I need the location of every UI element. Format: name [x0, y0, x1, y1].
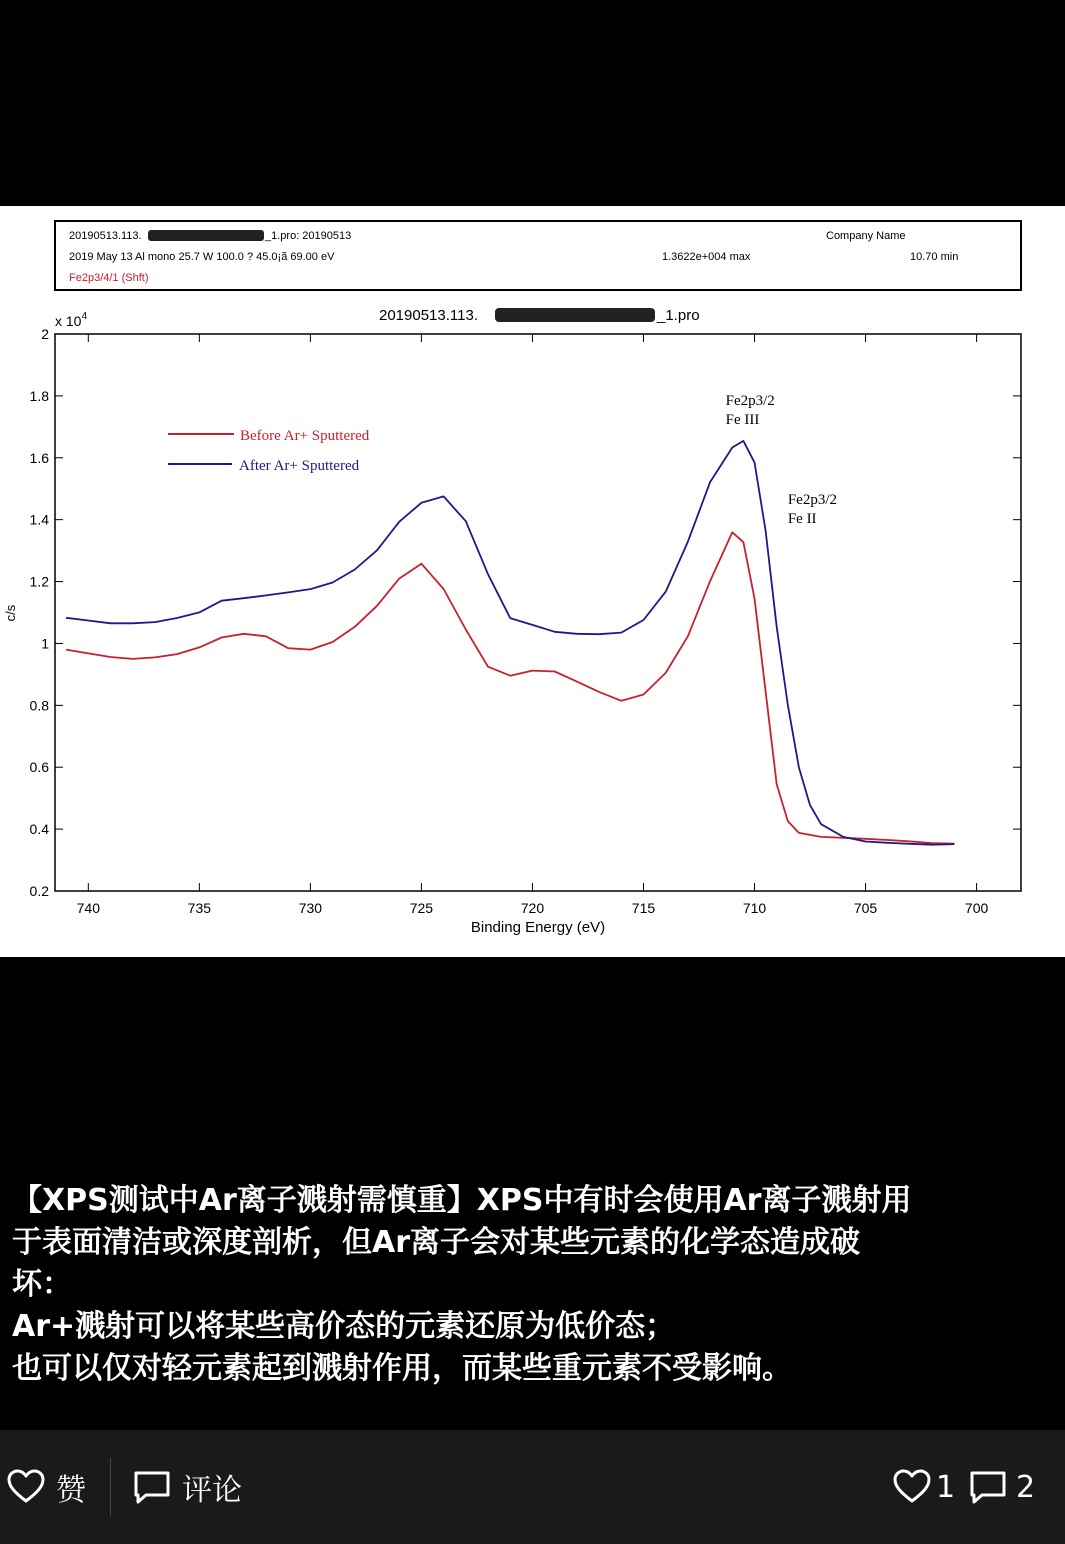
annotation-0-line2: Fe III: [725, 412, 760, 429]
y-tick-label-8: 1.8: [29, 387, 49, 404]
like-count: 1: [936, 1469, 956, 1505]
x-tick-label-4: 720: [520, 900, 545, 916]
y-tick-label-1: 0.4: [29, 821, 49, 838]
y-tick-label-9: 2: [41, 326, 49, 342]
y-tick-label-6: 1.4: [29, 511, 49, 528]
title-redaction: [495, 308, 655, 322]
acquisition-time: 10.70 min: [910, 251, 959, 263]
x-tick-label-3: 725: [409, 900, 434, 916]
x-tick-label-0: 740: [76, 900, 100, 916]
xps-figure: [0, 206, 1065, 957]
x-tick-label-7: 705: [853, 900, 878, 916]
comment-count: 2: [1016, 1469, 1036, 1505]
comment-button[interactable]: [132, 1464, 242, 1510]
y-tick-label-5: 1.2: [29, 573, 49, 590]
caption-line-3: 坏：: [12, 1267, 72, 1302]
series-line-before: [66, 532, 954, 843]
annotation-1-line2: Fe II: [787, 511, 817, 528]
action-bar: [0, 1430, 1065, 1544]
legend-label-before: Before Ar+ Sputtered: [240, 428, 370, 444]
x-tick-label-2: 730: [298, 900, 323, 916]
like-label: 赞: [56, 1473, 86, 1508]
chart-title-suffix: _1.pro: [657, 307, 700, 324]
x-tick-label-8: 700: [964, 900, 989, 916]
header-line2: 2019 May 13 Al mono 25.7 W 100.0 ? 45.0¡ã 69.00 eV: [69, 251, 335, 263]
action-divider: [110, 1458, 111, 1516]
company-name: Company Name: [826, 230, 906, 242]
y-axis-label: c/s: [3, 604, 18, 622]
caption-line-5: 也可以仅对轻元素起到溅射作用，而某些重元素不受影响。: [12, 1351, 792, 1386]
annotations: [726, 393, 837, 527]
x-axis-label: Binding Energy (eV): [470, 919, 606, 936]
like-button[interactable]: [6, 1464, 86, 1510]
annotation-0-line1: Fe2p3/2: [725, 393, 775, 410]
redaction-mark: [148, 230, 264, 241]
comment-icon: [132, 1467, 172, 1507]
comment-count-icon: [968, 1467, 1008, 1507]
heart-count-icon: [892, 1467, 932, 1507]
chart-title: 20190513.113.: [379, 307, 478, 324]
comment-label: 评论: [182, 1473, 242, 1508]
header-line3: Fe2p3/4/1 (Shft): [69, 272, 149, 284]
y-tick-label-4: 1: [41, 635, 49, 652]
y-tick-label-7: 1.6: [29, 449, 49, 466]
caption-line-1: 【XPS测试中Ar离子溅射需慎重】XPS中有时会使用Ar离子溅射用: [12, 1183, 912, 1218]
y-tick-label-3: 0.8: [29, 697, 49, 714]
x-tick-label-6: 710: [742, 900, 767, 916]
caption-line-2: 于表面清洁或深度剖析，但Ar离子会对某些元素的化学态造成破: [12, 1225, 861, 1260]
heart-icon: [6, 1467, 46, 1507]
annotation-1-line1: Fe2p3/2: [787, 492, 837, 509]
like-count-button[interactable]: [892, 1464, 955, 1510]
header-line1-suffix: _1.pro: 20190513: [265, 230, 352, 242]
x-tick-label-5: 715: [631, 900, 656, 916]
caption-line-4: Ar+溅射可以将某些高价态的元素还原为低价态；: [12, 1309, 676, 1344]
y-multiplier: x $10^4$: [55, 311, 88, 329]
y-tick-label-2: 0.6: [29, 759, 49, 776]
max-counts: 1.3622e+004 max: [662, 251, 751, 263]
x-tick-label-1: 735: [187, 900, 212, 916]
post-caption: [12, 1180, 1052, 1390]
xps-chart: [0, 206, 1065, 957]
comment-count-button[interactable]: [968, 1464, 1035, 1510]
axis-ticks: [30, 326, 1021, 916]
y-tick-label-0: 0.2: [29, 883, 49, 899]
header-line1: 20190513.113.: [69, 230, 142, 242]
legend-label-after: After Ar+ Sputtered: [239, 458, 360, 474]
